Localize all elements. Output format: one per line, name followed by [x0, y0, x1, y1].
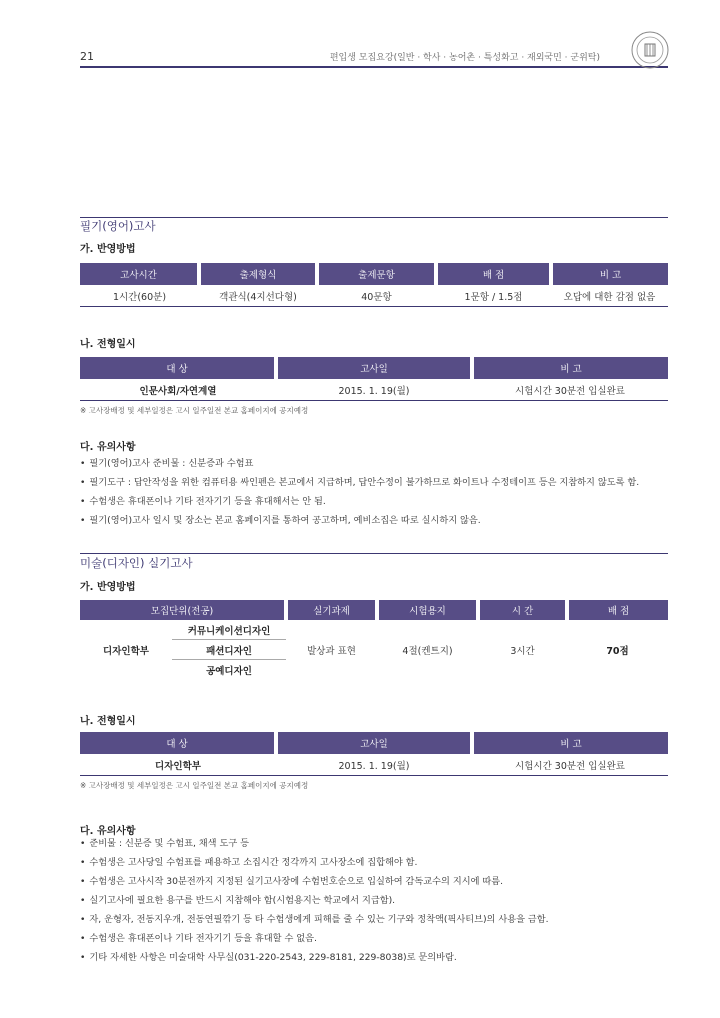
time-cell: 3시간: [510, 646, 535, 657]
art-exam-title: 미술(디자인) 실기고사: [80, 556, 193, 570]
art-notes-list: [80, 834, 549, 967]
table-cell: 디자인학부: [80, 754, 276, 776]
table-header: 비 고: [551, 263, 668, 285]
table-header: 대 상: [80, 732, 276, 754]
table-header: 비 고: [472, 357, 668, 379]
written-method-table: [80, 263, 668, 307]
art-footnote: ※ 고사장배정 및 세부일정은 고시 일주일전 본교 홈페이지에 공지예정: [80, 781, 309, 790]
paper-cell: 4절(켄트지): [402, 646, 453, 657]
written-schedule-table: [80, 357, 668, 401]
table-row: [80, 754, 668, 776]
table-cell: 2015. 1. 19(월): [276, 754, 472, 776]
table-cell: 오답에 대한 감점 없음: [551, 285, 668, 307]
table-header: 배 점: [436, 263, 551, 285]
written-notes-title: 다. 유의사항: [80, 442, 136, 453]
written-footnote: ※ 고사장배정 및 세부일정은 고시 일주일전 본교 홈페이지에 공지예정: [80, 406, 309, 415]
table-row: [80, 379, 668, 401]
page-number: 21: [80, 50, 94, 63]
table-header: 출제형식: [199, 263, 317, 285]
score-cell: 70점: [606, 646, 629, 657]
table-cell: 시험시간 30분전 입실완료: [472, 754, 668, 776]
list-item: • 수험생은 휴대폰이나 기타 전자기기 등을 휴대할 수 없음.: [80, 929, 549, 948]
page-header: [0, 0, 720, 80]
art-schedule-table: [80, 732, 668, 776]
list-item: • 필기(영어)고사 준비물 : 신분증과 수험표: [80, 454, 639, 473]
table-cell: 1시간(60분): [80, 285, 199, 307]
major-cell: 공예디자인: [206, 666, 252, 677]
list-item: • 필기도구 : 답안작성을 위한 컴퓨터용 싸인펜은 본교에서 지급하며, 답안수정이 불가하므로 화이트나 수정테이프 등은 지참하지 않도록 함.: [80, 473, 639, 492]
table-cell: 1문항 / 1.5점: [436, 285, 551, 307]
written-exam-rule: [80, 217, 668, 218]
task-cell: 발상과 표현: [307, 646, 356, 657]
table-header: 대 상: [80, 357, 276, 379]
university-seal-icon: [630, 30, 670, 70]
table-header: 고사시간: [80, 263, 199, 285]
table-header: 모집단위(전공): [80, 600, 286, 620]
art-exam-rule: [80, 553, 668, 554]
list-item: • 필기(영어)고사 일시 및 장소는 본교 홈페이지를 통하여 공고하며, 예비소집은 따로 실시하지 않음.: [80, 511, 639, 530]
major-cell: 커뮤니케이션디자인: [172, 620, 286, 640]
table-cell: 40문항: [317, 285, 436, 307]
major-cell: 패션디자인: [172, 640, 286, 660]
department-cell: 디자인학부: [103, 646, 149, 657]
table-header: 시험용지: [377, 600, 478, 620]
list-item: • 수험생은 휴대폰이나 기타 전자기기 등을 휴대해서는 안 됨.: [80, 492, 639, 511]
art-schedule-title: 나. 전형일시: [80, 716, 136, 727]
list-item: • 준비물 : 신분증 및 수험표, 채색 도구 등: [80, 834, 549, 853]
written-notes-list: [80, 454, 639, 530]
table-cell: 시험시간 30분전 입실완료: [472, 379, 668, 401]
list-item: • 기타 자세한 사항은 미술대학 사무실(031-220-2543, 229-8181, 229-8038)로 문의바람.: [80, 948, 549, 967]
table-cell: 인문사회/자연계열: [80, 379, 276, 401]
art-method-title: 가. 반영방법: [80, 582, 136, 593]
table-header: 고사일: [276, 357, 472, 379]
list-item: • 수험생은 고사시작 30분전까지 지정된 실기고사장에 수험번호순으로 입실하여 감독교수의 지시에 따름.: [80, 872, 549, 891]
table-header: 시 간: [478, 600, 567, 620]
list-item: • 실기고사에 필요한 용구를 반드시 지참해야 함(시험용지는 학교에서 지급함).: [80, 891, 549, 910]
header-rule: [80, 66, 668, 68]
table-header: 배 점: [567, 600, 668, 620]
table-cell: 2015. 1. 19(월): [276, 379, 472, 401]
written-method-title: 가. 반영방법: [80, 244, 136, 255]
art-notes-title: 다. 유의사항: [80, 826, 136, 837]
table-row: [80, 285, 668, 307]
written-schedule-title: 나. 전형일시: [80, 339, 136, 350]
table-header: 출제문항: [317, 263, 436, 285]
written-exam-title: 필기(영어)고사: [80, 219, 156, 233]
list-item: • 자, 운형자, 전동지우개, 전동연필깎기 등 타 수험생에게 피해를 줄 수 있는 기구와 정착액(픽사티브)의 사용을 금함.: [80, 910, 549, 929]
table-header: 비 고: [472, 732, 668, 754]
table-header: 고사일: [276, 732, 472, 754]
header-title: 편입생 모집요강(일반 · 학사 · 농어촌 · 특성화고 · 재외국민 · 군위탁): [329, 53, 600, 63]
list-item: • 수험생은 고사당일 수험표를 패용하고 소집시간 정각까지 고사장소에 집합해야 함.: [80, 853, 549, 872]
table-cell: 객관식(4지선다형): [199, 285, 317, 307]
art-method-table: [80, 600, 668, 680]
table-row: [80, 620, 668, 640]
table-header: 실기과제: [286, 600, 377, 620]
